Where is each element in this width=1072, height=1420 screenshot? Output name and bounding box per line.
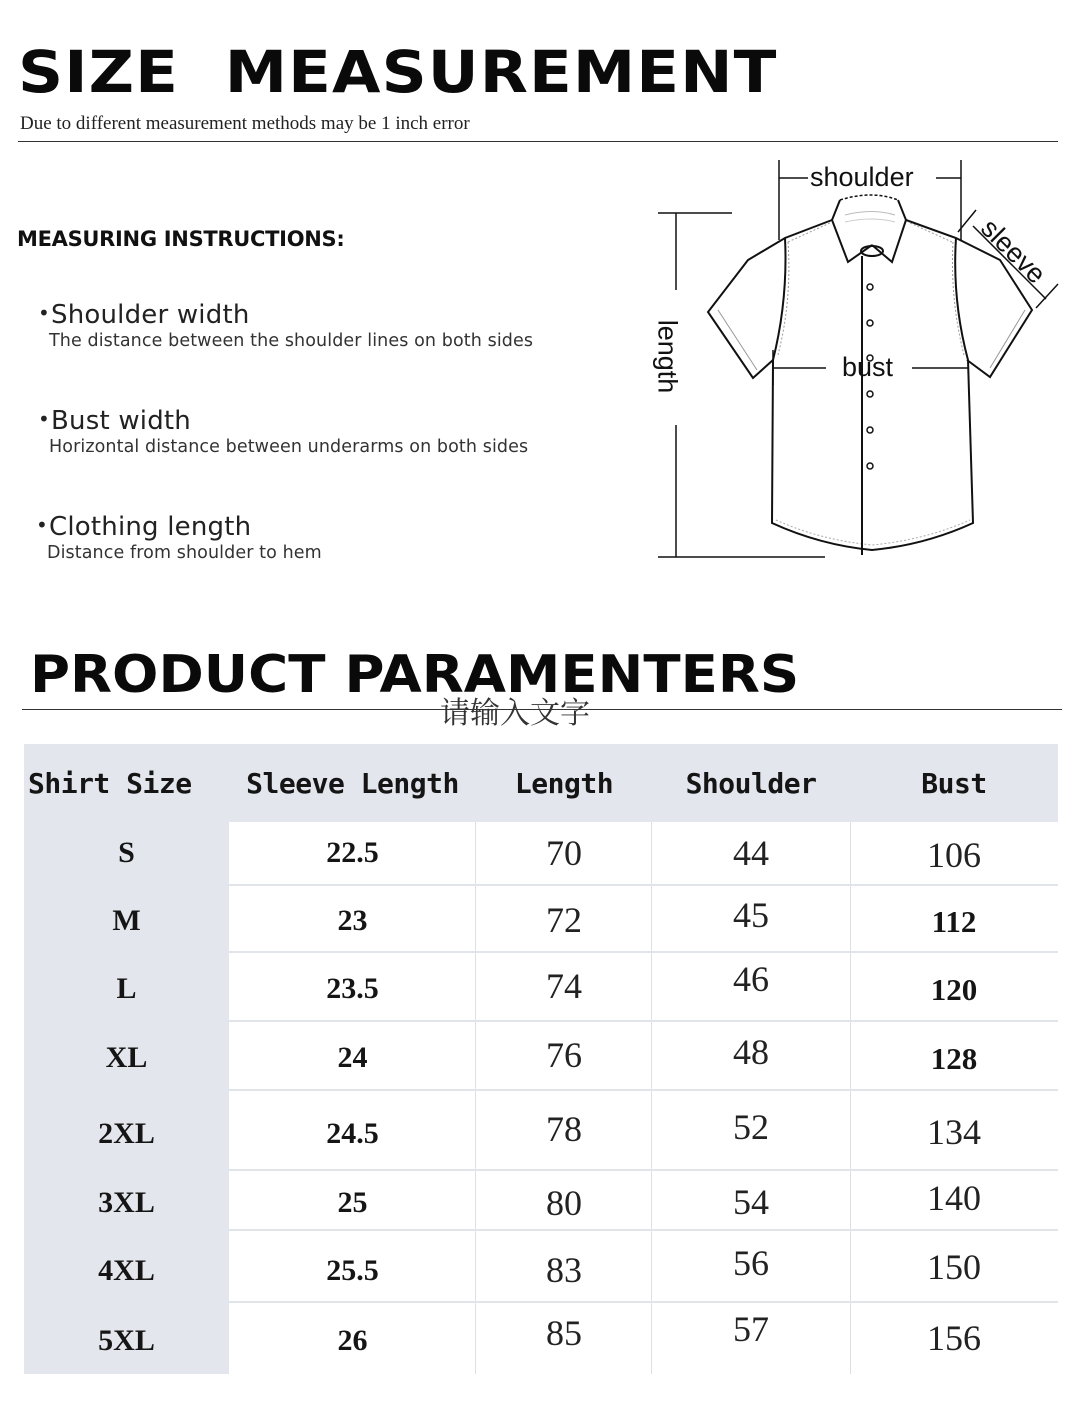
bullet-icon: • [38, 301, 50, 325]
instruction-title: Clothing length [49, 512, 252, 542]
shoulder-value: 56 [733, 1243, 769, 1283]
size-label: 2XL [98, 1117, 155, 1150]
bust-value: 150 [927, 1247, 981, 1287]
instruction-description: The distance between the shoulder lines on both sides [49, 331, 534, 351]
sleeve-length-value: 25.5 [326, 1254, 379, 1287]
column-header-bust: Bust [921, 767, 987, 800]
row-divider [229, 884, 1058, 886]
sleeve-length-value: 26 [337, 1324, 368, 1357]
length-value: 72 [546, 900, 582, 940]
instruction-clothing-length [36, 512, 322, 563]
bullet-icon: • [38, 407, 50, 431]
length-value: 76 [546, 1035, 582, 1075]
size-label: 5XL [98, 1324, 155, 1357]
measurement-disclaimer: Due to different measurement methods may be 1 inch error [20, 113, 470, 134]
instruction-description: Horizontal distance between underarms on both sides [49, 437, 529, 457]
length-value: 80 [546, 1183, 582, 1223]
instruction-bust-width [38, 406, 528, 457]
shoulder-value: 44 [733, 833, 769, 873]
bust-value: 140 [927, 1178, 981, 1218]
sleeve-length-value: 25 [337, 1186, 368, 1219]
sleeve-length-value: 22.5 [326, 836, 379, 869]
length-value: 83 [546, 1250, 582, 1290]
column-header-shoulder: Shoulder [685, 767, 817, 800]
instruction-title: Shoulder width [51, 300, 250, 330]
instructions-heading: MEASURING INSTRUCTIONS: [17, 227, 345, 251]
row-divider [229, 1301, 1058, 1303]
length-value: 78 [546, 1109, 582, 1149]
label-sleeve: sleeve [975, 212, 1052, 290]
parameters-title: PRODUCT PARAMENTERS [30, 645, 800, 705]
length-value: 70 [546, 833, 582, 873]
row-divider [229, 1169, 1058, 1171]
column-header-shirt-size: Shirt Size [28, 767, 192, 800]
row-divider [229, 951, 1058, 953]
bust-value: 134 [927, 1112, 981, 1152]
label-shoulder: shoulder [810, 162, 914, 192]
shoulder-value: 45 [733, 895, 769, 935]
size-label: S [118, 836, 135, 869]
column-header-length: Length [514, 767, 614, 800]
length-value: 85 [546, 1313, 582, 1353]
bust-value: 156 [927, 1318, 981, 1358]
row-divider [229, 1229, 1058, 1231]
header-divider [18, 141, 1058, 142]
instruction-title: Bust width [51, 406, 191, 436]
instruction-shoulder-width [38, 300, 533, 351]
shoulder-value: 54 [733, 1182, 769, 1222]
size-label: XL [105, 1041, 148, 1074]
shoulder-value: 48 [733, 1032, 769, 1072]
bust-value: 120 [930, 972, 978, 1007]
row-divider [229, 1089, 1058, 1091]
size-label: 3XL [98, 1186, 155, 1219]
size-label: 4XL [98, 1254, 155, 1287]
column-header-sleeve-length: Sleeve Length [246, 767, 459, 800]
bust-value: 112 [931, 904, 977, 939]
shirt-measurement-diagram [640, 150, 1072, 570]
size-table [24, 744, 1058, 1374]
sleeve-length-value: 23 [337, 904, 368, 937]
sleeve-length-value: 24.5 [326, 1117, 379, 1150]
sleeve-length-value: 23.5 [326, 972, 379, 1005]
size-label: M [112, 904, 141, 937]
page-title: SIZE MEASUREMENT [18, 38, 778, 106]
size-label: L [116, 972, 137, 1005]
label-bust: bust [842, 352, 894, 382]
label-length: length [652, 319, 683, 394]
bust-value: 128 [930, 1041, 978, 1076]
length-value: 74 [546, 966, 582, 1006]
shoulder-value: 52 [733, 1107, 769, 1147]
instruction-description: Distance from shoulder to hem [47, 543, 322, 563]
bust-value: 106 [927, 835, 981, 875]
sleeve-length-value: 24 [337, 1041, 368, 1074]
row-divider [229, 1020, 1058, 1022]
shoulder-value: 57 [733, 1309, 769, 1349]
placeholder-text: 请输入文字 [440, 696, 590, 731]
shoulder-value: 46 [733, 959, 769, 999]
bullet-icon: • [36, 513, 48, 537]
